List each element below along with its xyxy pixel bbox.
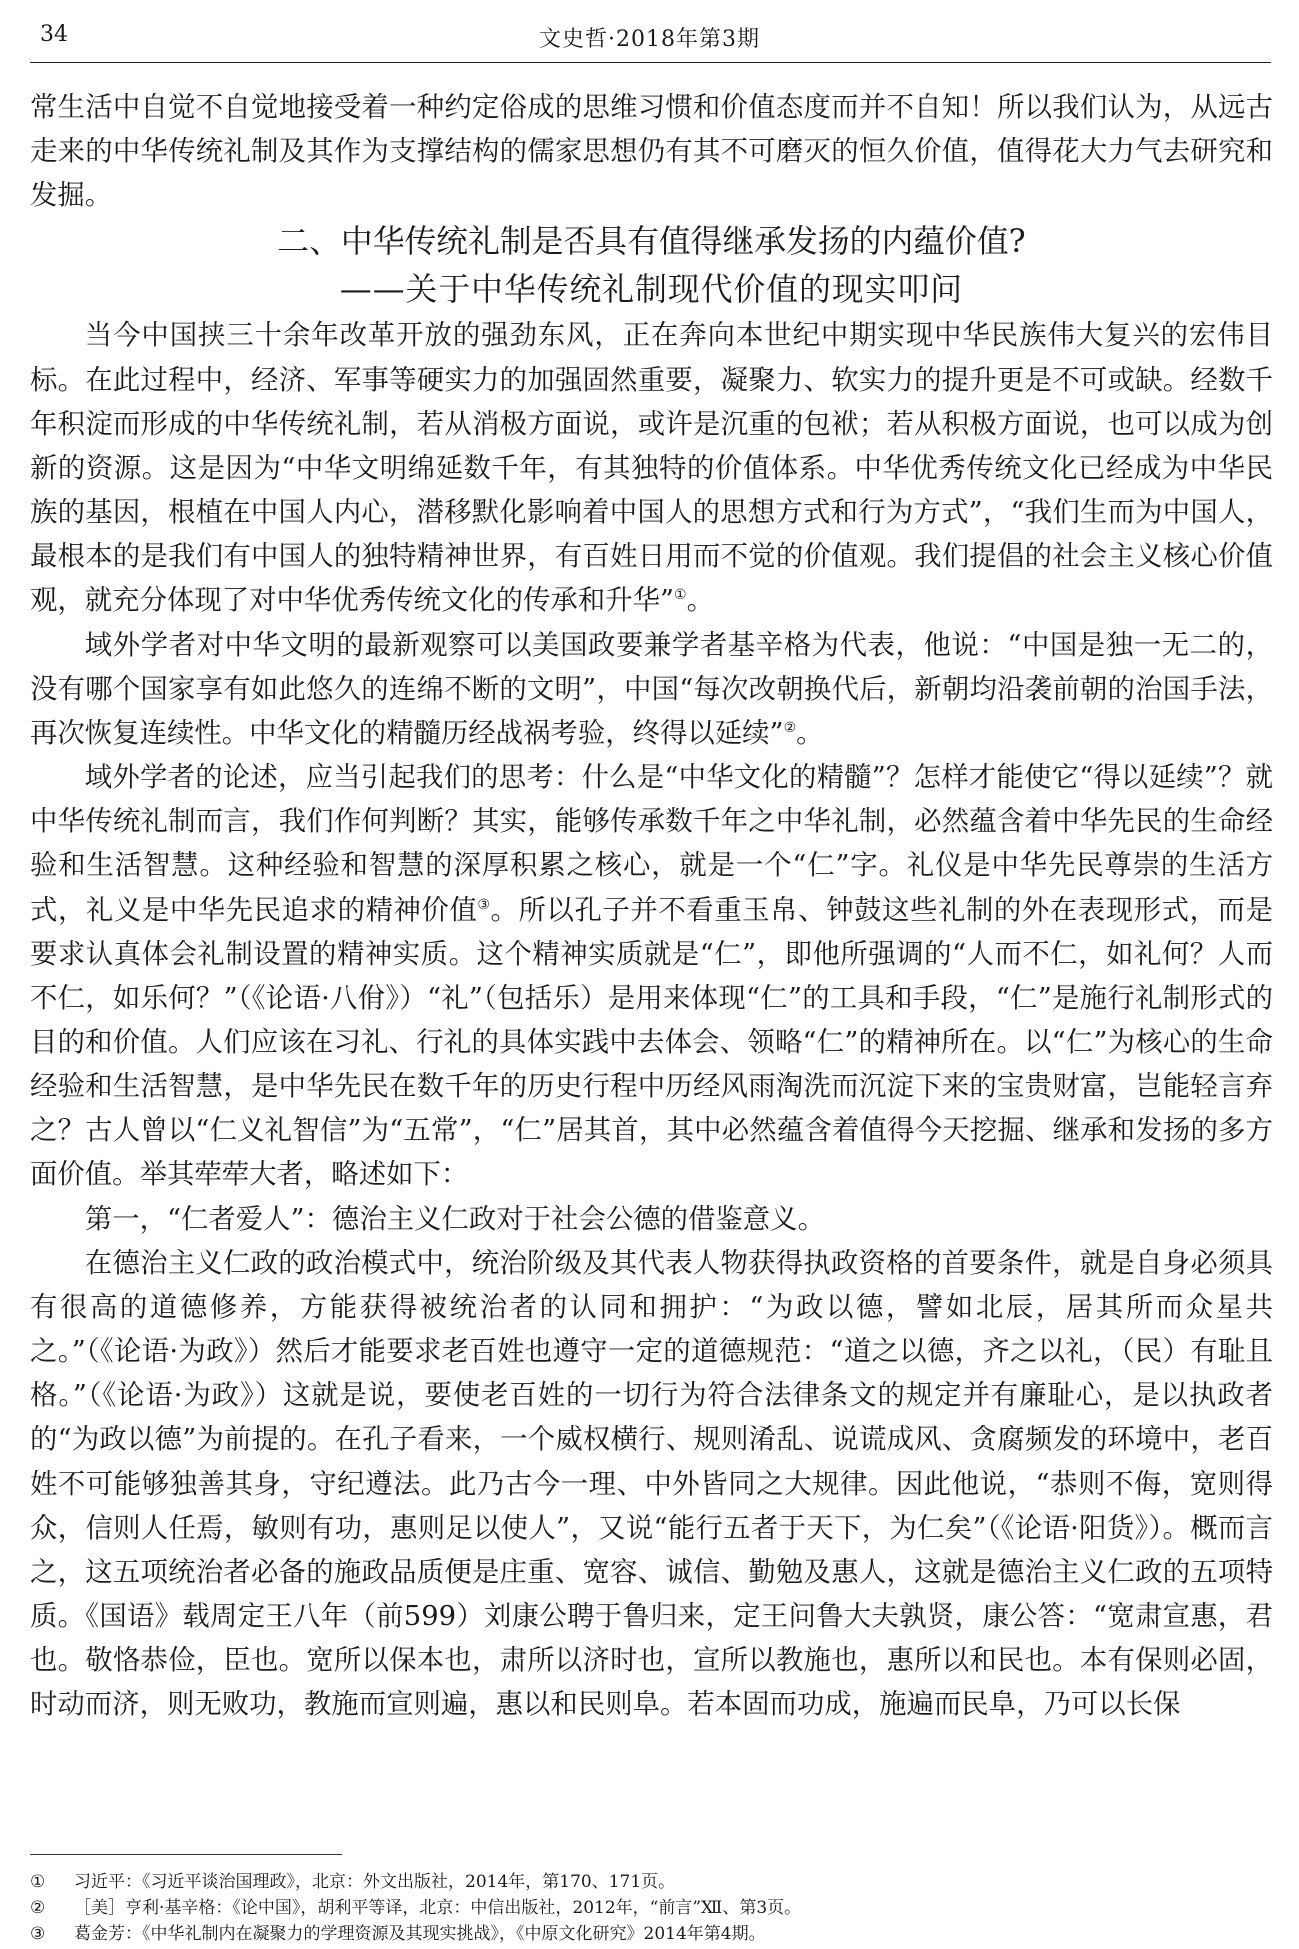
footnote-mark: ② [30,1898,46,1918]
footnote-ref[interactable]: ③ [477,896,491,913]
paragraph: 第一，“仁者爱人”：德治主义仁政对于社会公德的借鉴意义。 [84,1203,825,1235]
footnote-ref[interactable]: ② [783,719,797,736]
footnote [30,1869,1271,1895]
article-body [30,86,1273,1727]
paragraph-text: 域外学者对中华文明的最新观察可以美国政要兼学者基辛格为代表，他说：“中国是独一无二的，没有哪个国家享有如此悠久的连绵不断的文明”，中国“每次改朝换代后，新朝均沿袭前朝的治国手法，再次恢复连续性。中华文化的精髓历经战祸考验，终得以延续” [30,629,1273,749]
paragraph [30,756,1273,1198]
paragraph [30,624,1273,756]
paragraph-text: 域外学者的论述，应当引起我们的思考：什么是“中华文化的精髓”？怎样才能使它“得以延续”？就中华传统礼制而言，我们作何判断？其实，能够传承数千年之中华礼制，必然蕴含着中华先民的生命经验和生活智慧。这种经验和智慧的深厚积累之核心，就是一个“仁”字。礼仪是中华先民尊崇的生活方式，礼义是中华先民追求的精神价值 [30,762,1273,926]
paragraph-end: 。 [796,717,824,749]
footnote-text: 习近平：《习近平谈治国理政》，北京：外文出版社，2014年，第170、171页。 [74,1872,676,1892]
footnote-rule [30,1854,342,1855]
paragraph-text: 当今中国挟三十余年改革开放的强劲东风，正在奔向本世纪中期实现中华民族伟大复兴的宏伟目标。在此过程中，经济、军事等硬实力的加强固然重要，凝聚力、软实力的提升更是不可或缺。经数千年积淀而形成的中华传统礼制，若从消极方面说，或许是沉重的包袱；若从积极方面说，也可以成为创新的资源。这是因为“中华文明绵延数千年，有其独特的价值体系。中华优秀传统文化已经成为中华民族的基因，根植在中国人内心，潜移默化影响着中国人的思想方式和行为方式”，“我们生而为中国人，最根本的是我们有中国人的独特精神世界，有百姓日用而不觉的价值观。我们提倡的社会主义核心价值观，就充分体现了对中华优秀传统文化的传承和升华” [30,320,1273,617]
paragraph: 在德治主义仁政的政治模式中，统治阶级及其代表人物获得执政资格的首要条件，就是自身必须具有很高的道德修养，方能获得被统治者的认同和拥护：“为政以德，譬如北辰，居其所而众星共之。”（《论语·为政》）然后才能要求老百姓也遵守一定的道德规范：“道之以德，齐之以礼，（民）有耻且格。”（《论语·为政》）这就是说，要使老百姓的一切行为符合法律条文的规定并有廉耻心，是以执政者的“为政以德”为前提的。在孔子看来，一个威权横行、规则淆乱、说谎成风、贪腐频发的环境中，老百姓不可能够独善其身，守纪遵法。此乃古今一理、中外皆同之大规律。因此他说，“恭则不侮，宽则得众，信则人任焉，敏则有功，惠则足以使人”，又说“能行五者于天下，为仁矣”（《论语·阳货》）。概而言之，这五项统治者必备的施政品质便是庄重、宽容、诚信、勤勉及惠人，这就是德治主义仁政的五项特质。《国语》载周定王八年（前599）刘康公聘于鲁归来，定王问鲁大夫孰贤，康公答：“宽肃宣惠，君也。敬恪恭俭，臣也。宽所以保本也，肃所以济时也，宣所以教施也，惠所以和民也。本有保则必固，时动而济，则无败功，教施而宣则遍，惠以和民则阜。若本固而功成，施遍而民阜，乃可以长保 [30,1247,1273,1721]
section-subheading: ——关于中华传统礼制现代价值的现实叩问 [339,271,964,309]
footnote-mark: ① [30,1872,46,1892]
paragraph-text: 。所以孔子并不看重玉帛、钟鼓这些礼制的外在表现形式，而是要求认真体会礼制设置的精神实质。这个精神实质就是“仁”，即他所强调的“人而不仁，如礼何？人而不仁，如乐何？”（《论语·八佾》）“礼”（包括乐）是用来体现“仁”的工具和手段，“仁”是施行礼制形式的目的和价值。人们应该在习礼、行礼的具体实践中去体会、领略“仁”的精神所在。以“仁”为核心的生命经验和生活智慧，是中华先民在数千年的历史行程中历经风雨淘洗而沉淀下来的宝贵财富，岂能轻言弃之？古人曾以“仁义礼智信”为“五常”，“仁”居其首，其中必然蕴含着值得今天挖掘、继承和发扬的多方面价值。举其荦荦大者，略述如下： [30,894,1273,1191]
paragraph-end: 。 [686,585,714,617]
footnote [30,1895,1271,1921]
footnote-text: ［美］亨利·基辛格：《论中国》，胡利平等译，北京：中信出版社，2012年，“前言”Ⅻ、第3页。 [74,1898,802,1918]
footnote [30,1921,1271,1947]
footnotes [30,1869,1271,1947]
continuation-paragraph: 常生活中自觉不自觉地接受着一种约定俗成的思维习惯和价值态度而并不自知！所以我们认为，从远古走来的中华传统礼制及其作为支撑结构的儒家思想仍有其不可磨灭的恒久价值，值得花大力气去研究和发掘。 [30,92,1273,212]
section-heading: 二、中华传统礼制是否具有值得继承发扬的内蕴价值? [277,223,1026,261]
header-rule [30,62,1271,63]
running-head: 文史哲·2018年第3期 [539,27,760,52]
footnote-text: 葛金芳：《中华礼制内在凝聚力的学理资源及其现实挑战》，《中原文化研究》2014年第4期。 [74,1924,766,1944]
footnote-mark: ③ [30,1924,46,1944]
footnote-ref[interactable]: ① [674,587,687,604]
paragraph [30,314,1273,623]
page-number: 34 [40,22,68,47]
